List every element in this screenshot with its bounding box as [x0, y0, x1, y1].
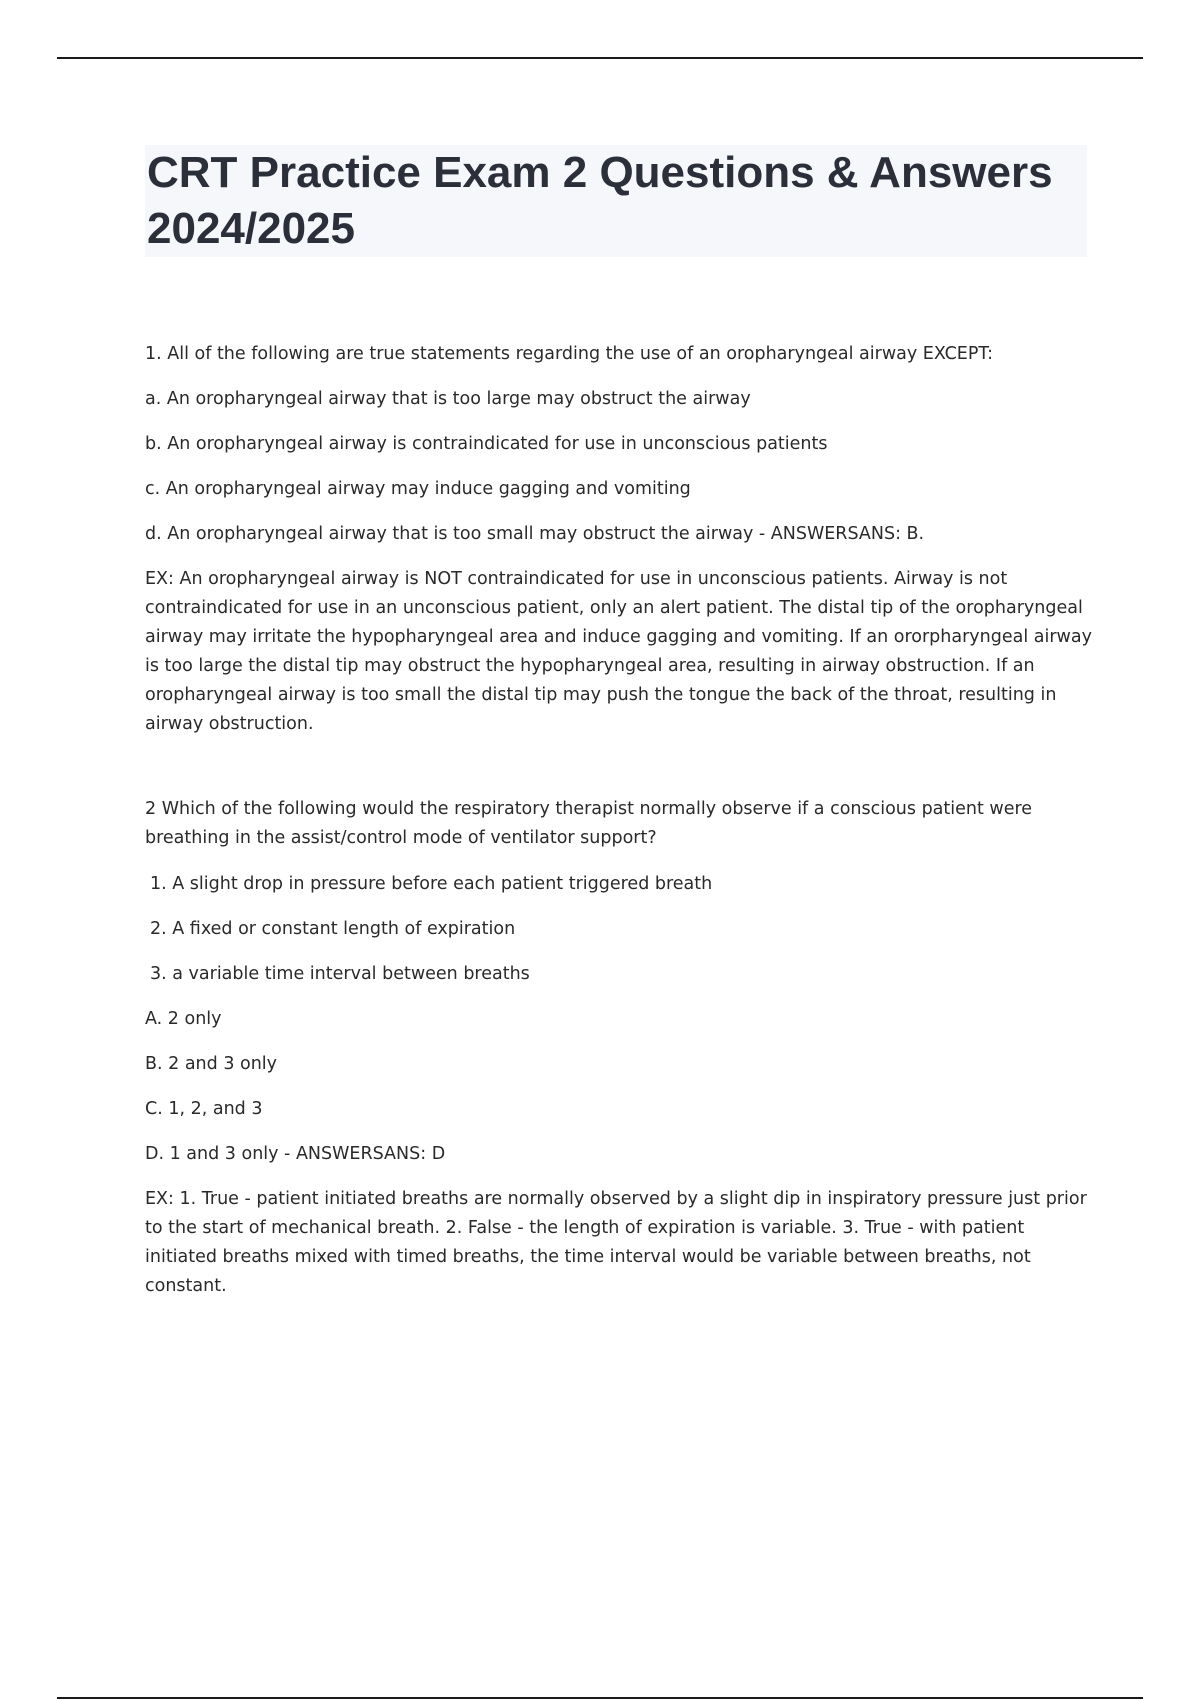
statement-item: 3. a variable time interval between breaths — [150, 964, 530, 984]
statement-item: 2. A fixed or constant length of expiration — [150, 919, 516, 939]
answer-option: A. 2 only — [145, 1009, 222, 1029]
question-stem: 1. All of the following are true statements regarding the use of an oropharyngeal airway EXCEPT: — [145, 344, 994, 364]
answer-option: b. An oropharyngeal airway is contraindicated for use in unconscious patients — [145, 434, 828, 454]
answer-option: a. An oropharyngeal airway that is too large may obstruct the airway — [145, 389, 751, 409]
explanation: EX: 1. True - patient initiated breaths are normally observed by a slight dip in inspiratory pressure just prior to the start of mechanical breath. 2. False - the length of expiration is variable. 3. True - with patient initiated breaths mixed with timed breaths, the time interval would be variable between breaths, not constant. — [145, 1189, 1087, 1296]
footer-rule — [57, 1697, 1143, 1699]
question-2 — [145, 795, 1095, 1301]
answer-option: C. 1, 2, and 3 — [145, 1099, 263, 1119]
document-body — [145, 340, 1095, 1318]
question-1 — [145, 340, 1095, 739]
page-title: CRT Practice Exam 2 Questions & Answers 2024/2025 — [147, 148, 1053, 253]
section-spacer — [145, 756, 1095, 795]
question-stem: 2 Which of the following would the respiratory therapist normally observe if a conscious patient were breathing in the assist/control mode of ventilator support? — [145, 799, 1033, 848]
title-block — [145, 145, 1087, 257]
answer-option: B. 2 and 3 only — [145, 1054, 278, 1074]
answer-option: D. 1 and 3 only - ANSWERSANS: D — [145, 1144, 446, 1164]
statement-item: 1. A slight drop in pressure before each patient triggered breath — [150, 874, 713, 894]
answer-option: c. An oropharyngeal airway may induce gagging and vomiting — [145, 479, 691, 499]
explanation: EX: An oropharyngeal airway is NOT contraindicated for use in unconscious patients. Airway is not contraindicated for use in an unconscious patient, only an alert patient. The distal tip of the oropharyngeal airway may irritate the hypopharyngeal area and induce gagging and vomiting. If an ororpharyngeal airway is too large the distal tip may obstruct the hypopharyngeal area, resulting in airway obstruction. If an oropharyngeal airway is too small the distal tip may push the tongue the back of the throat, resulting in airway obstruction. — [145, 569, 1092, 734]
header-rule — [57, 57, 1143, 59]
answer-option: d. An oropharyngeal airway that is too small may obstruct the airway - ANSWERSANS: B. — [145, 524, 925, 544]
